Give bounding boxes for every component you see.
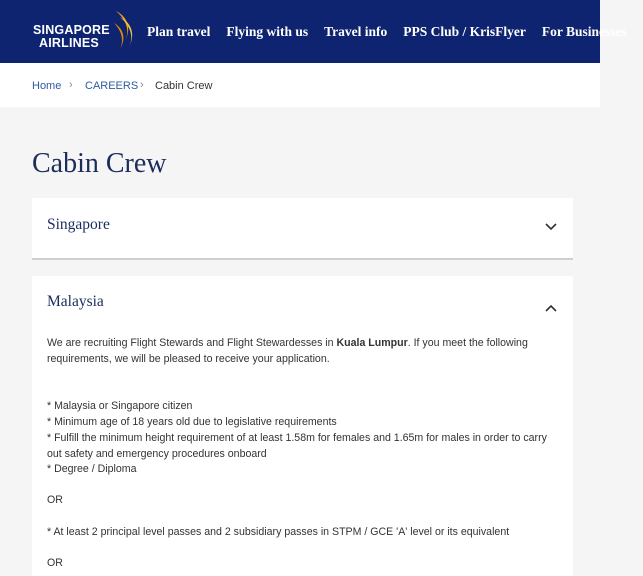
main-nav [140, 0, 643, 63]
requirement-item: * Fulfill the minimum height requirement of at least 1.58m for females and 1.65m for males in order to carry [47, 432, 547, 444]
requirement-item: * Malaysia or Singapore citizen [47, 400, 193, 412]
breadcrumb [0, 63, 600, 107]
chevron-down-icon[interactable] [545, 223, 557, 231]
breadcrumb-separator: › [140, 79, 144, 91]
breadcrumb-separator: › [69, 79, 73, 91]
accordion-singapore[interactable] [32, 198, 573, 260]
requirement-item: * At least 2 principal level passes and 2 subsidiary passes in STPM / GCE 'A' level or its equivalent [47, 526, 510, 538]
chevron-up-icon[interactable] [545, 304, 557, 312]
malaysia-intro-line2: requirements, we will be pleased to receive your application. [47, 353, 330, 365]
malaysia-intro: We are recruiting Flight Stewards and Flight Stewardesses in Kuala Lumpur. If you meet the following [47, 337, 528, 349]
breadcrumb-current: Cabin Crew [155, 80, 213, 92]
nav-travel-info[interactable]: Travel info [324, 23, 388, 39]
breadcrumb-careers-link[interactable]: CAREERS [85, 80, 139, 92]
requirement-item: * Minimum age of 18 years old due to legislative requirements [47, 416, 337, 428]
site-header [0, 0, 627, 63]
accordion-malaysia[interactable] [32, 276, 573, 576]
or-separator: OR [47, 494, 63, 506]
requirement-item: * Degree / Diploma [47, 463, 137, 475]
nav-plan-travel[interactable]: Plan travel [147, 23, 211, 39]
location-kuala-lumpur: Kuala Lumpur [336, 337, 408, 349]
nav-flying-with-us[interactable]: Flying with us [226, 23, 309, 39]
requirement-item-continued: out safety and emergency procedures onboard [47, 448, 267, 460]
nav-for-businesses[interactable]: For Businesses [541, 23, 627, 39]
accordion-title-singapore: Singapore [47, 216, 110, 233]
nav-pps-club-krisflyer[interactable]: PPS Club / KrisFlyer [403, 23, 526, 39]
logo-wordmark-line1: SINGAPORE [33, 23, 110, 37]
page-title: Cabin Crew [32, 148, 167, 179]
singapore-airlines-logo[interactable] [30, 12, 140, 52]
breadcrumb-home-link[interactable]: Home [32, 80, 62, 92]
logo-wordmark-line2: AIRLINES [39, 36, 99, 50]
or-separator: OR [47, 557, 63, 569]
accordion-title-malaysia: Malaysia [47, 293, 104, 310]
kris-bird-icon [112, 9, 138, 53]
